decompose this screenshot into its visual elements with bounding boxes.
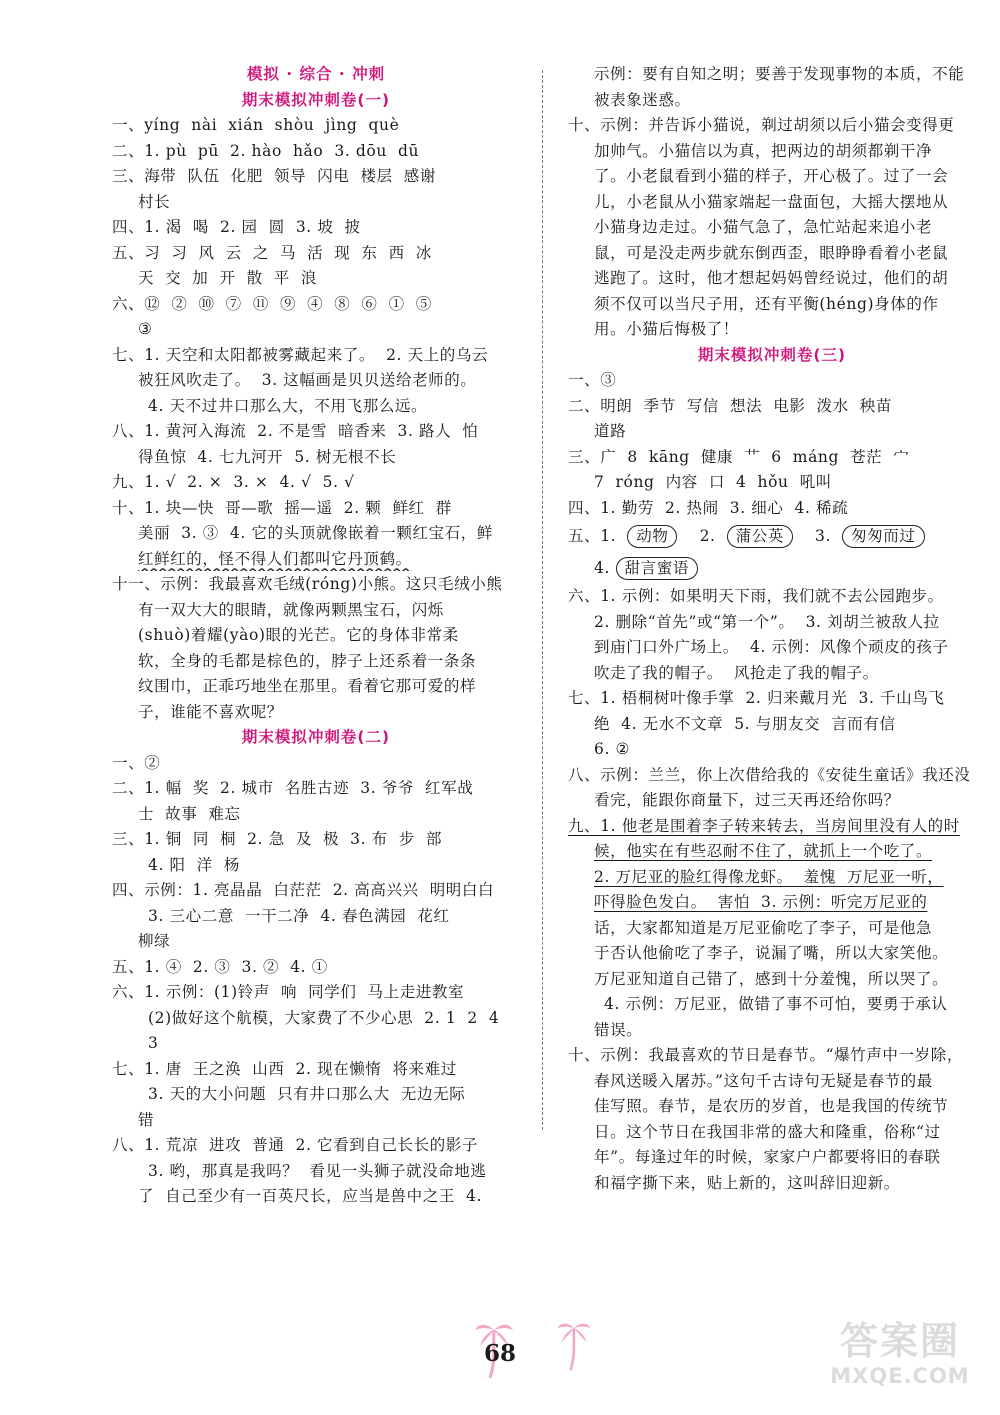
answer-line: 九、1. √ 2. × 3. × 4. √ 5. √ — [112, 473, 355, 491]
answer-line: 儿，小老鼠从小猫家端起一盘面包，大摇大摆地从 — [594, 192, 949, 211]
answer-line: 到庙门口外广场上。 4. 示例：风像个顽皮的孩子 — [594, 638, 949, 656]
answer-line: 六、1. 示例：如果明天下雨，我们就不去公园跑步。 — [568, 587, 944, 605]
q5-line: 4. 甜言蜜语 — [568, 553, 976, 583]
answer-line: (2)做好这个航模，大家费了不少心思 2. 1 2 4 — [148, 1008, 500, 1027]
answer-line: 春风送暖入屠苏。”这句千古诗句无疑是春节的最 — [594, 1071, 933, 1090]
answer-line: 十、示例：我最喜欢的节日是春节。“爆竹声中一岁除， — [568, 1046, 963, 1064]
exam2-title: 期末模拟冲刺卷(二) — [241, 728, 391, 746]
answer-line: 士 故事 难忘 — [138, 804, 241, 823]
answer-line: 了 自己至少有一百英尺长，应当是兽中之王 4. — [138, 1187, 482, 1205]
answer-line: 3. 哟，那真是我吗？ 看见一头狮子就没命地逃 — [148, 1161, 487, 1180]
answer-line: 纹围巾，正乖巧地坐在那里。看着它那可爱的样 — [138, 677, 477, 695]
answer-line: 用。小猫后悔极了！ — [594, 320, 739, 338]
palm-tree-icon — [556, 1316, 592, 1372]
watermark — [810, 1318, 990, 1408]
circled-answer: 甜言蜜语 — [616, 557, 698, 580]
answer-line: 六、1. 示例：(1)铃声 响 同学们 马上走进教室 — [112, 983, 465, 1001]
answer-text: 红鲜红的，怪不得人们都叫它丹顶鹤。 — [138, 549, 412, 568]
answer-line: ③ — [138, 320, 153, 338]
answer-line-underlined — [112, 521, 520, 545]
answer-line: 3 — [148, 1034, 159, 1052]
answer-line: 道路 — [594, 422, 627, 440]
answer-line: 年”。每逢过年的时候，家家户户都要将旧的春联 — [594, 1148, 941, 1166]
watermark-logo: 答案圈 — [839, 1319, 960, 1363]
circled-answer: 匆匆而过 — [842, 525, 924, 548]
answer-line: 一、yíng nài xián shòu jìng què — [112, 116, 400, 134]
answer-line: 绝 4. 无水不文章 5. 与朋友交 言而有信 — [594, 714, 896, 733]
answer-line: 八、1. 荒凉 进攻 普通 2. 它看到自己长长的影子 — [112, 1136, 478, 1154]
answer-line: 八、示例：兰兰，你上次借给我的《安徒生童话》我还没 — [568, 765, 971, 784]
answer-line: 七、1. 唐 王之涣 山西 2. 现在懒惰 将来难过 — [112, 1059, 457, 1078]
answer-line: 逃跑了。这时，他才想起妈妈曾经说过，他们的胡 — [594, 269, 949, 287]
answer-line: 有一双大大的眼睛，就像两颗黑宝石，闪烁 — [138, 600, 444, 619]
answer-text: 九、1. 他老是围着李子转来转去，当房间里没有人的时 — [568, 816, 960, 835]
answer-text: 候，他实在有些忍耐不住了，就抓上一个吃了。 — [594, 842, 933, 860]
answer-line-underlined — [112, 547, 520, 571]
answer-line: 被狂风吹走了。 3. 这幅画是贝贝送给老师的。 — [138, 371, 477, 389]
answer-line: 4. 天不过井口那么大，不用飞那么远。 — [148, 396, 428, 415]
answer-line: 一、③ — [568, 371, 617, 389]
answer-text: 吓得脸色发白。 害怕 3. 示例：听完万尼亚的 — [594, 893, 928, 911]
answer-line: 日。这个节日在我国非常的盛大和隆重，俗称“过 — [594, 1122, 941, 1141]
answer-line: 2. 删除“首先”或“第一个”。 3. 刘胡兰被敌人拉 — [594, 612, 940, 631]
answer-line: 四、1. 勤劳 2. 热闹 3. 细心 4. 稀疏 — [568, 498, 849, 517]
answer-line: 天 交 加 开 散 平 浪 — [138, 269, 318, 287]
answer-line: 被表象迷惑。 — [594, 90, 691, 109]
answer-line: 二、明朗 季节 写信 想法 电影 泼水 秧苗 — [568, 396, 892, 415]
answer-line: 佳写照。春节，是农历的岁首，也是我国的传统节 — [594, 1097, 949, 1115]
answer-line: 三、广 8 kāng 健康 艹 6 máng 苍茫 宀 — [568, 447, 910, 466]
answer-line: 6. ② — [594, 740, 631, 758]
answer-line: 软，全身的毛都是棕色的，脖子上还系着一条条 — [138, 651, 477, 670]
answer-line: 加帅气。小猫信以为真，把两边的胡须都剃干净 — [594, 141, 933, 160]
answer-line: 4. 示例：万尼亚，做错了事不可怕，要勇于承认 — [604, 995, 948, 1013]
answer-line: 小猫身边走过。小猫气急了，急忙站起来追小老 — [594, 218, 933, 236]
answer-line: 十、示例：并告诉小猫说，剃过胡须以后小猫会变得更 — [568, 116, 955, 134]
circled-answer: 蒲公英 — [727, 525, 793, 548]
answer-line-underlined — [568, 865, 976, 889]
answer-line: 十、1. 块—快 哥—歌 摇—遥 2. 颗 鲜红 群 — [112, 498, 452, 517]
answer-line-underlined — [568, 814, 976, 838]
answer-line: 四、1. 渴 喝 2. 园 圆 3. 坡 披 — [112, 218, 361, 236]
column-divider — [542, 70, 543, 1130]
answer-line: 话，大家都知道是万尼亚偷吃了李子，可是他急 — [594, 918, 933, 937]
answer-line: 4. 阳 洋 杨 — [148, 855, 240, 874]
exam3-title: 期末模拟冲刺卷(三) — [697, 345, 847, 364]
answer-line: 鼠，可是没走两步就东倒西歪，眼睁睁看着小老鼠 — [594, 243, 949, 262]
answer-line: 须不仅可以当尺子用，还有平衡(héng)身体的作 — [594, 294, 939, 313]
answer-line: 七、1. 梧桐树叶像手掌 2. 归来戴月光 3. 千山鸟飞 — [568, 689, 945, 707]
answer-line: 村长 — [138, 192, 171, 211]
answer-line: 二、1. pù pū 2. hào hǎo 3. dōu dū — [112, 141, 420, 160]
series-title: 模拟 · 综合 · 冲刺 — [246, 65, 386, 83]
answer-text: 2. 万尼亚的脸红得像龙虾。 羞愧 万尼亚一听， — [594, 867, 944, 886]
answer-line: 和福字撕下来，贴上新的，这叫辞旧迎新。 — [594, 1173, 900, 1192]
answer-line: 六、⑫ ② ⑩ ⑦ ⑪ ⑨ ④ ⑧ ⑥ ① ⑤ — [112, 294, 432, 313]
page-number: 68 — [483, 1340, 516, 1367]
answer-line: 错误。 — [594, 1020, 643, 1039]
answer-line: 万尼亚知道自己错了，感到十分羞愧，所以哭了。 — [594, 969, 949, 988]
answer-line: 三、海带 队伍 化肥 领导 闪电 楼层 感谢 — [112, 167, 436, 185]
answer-line: 五、1. ④ 2. ③ 3. ② 4. ① — [112, 957, 328, 976]
circled-answer: 动物 — [627, 525, 677, 548]
answer-line: 二、1. 幅 奖 2. 城市 名胜古迹 3. 爷爷 红军战 — [112, 779, 474, 797]
answer-line: 吹走了我的帽子。 风抢走了我的帽子。 — [594, 663, 879, 682]
answer-line: 一、② — [112, 753, 161, 772]
answer-line: 示例：要有自知之明；要善于发现事物的本质，不能 — [594, 65, 965, 83]
right-column — [568, 62, 976, 1196]
answer-line: 得鱼惊 4. 七九河开 5. 树无根不长 — [138, 447, 397, 466]
left-column — [112, 62, 520, 1210]
answer-line-underlined — [568, 839, 976, 863]
answer-line: 十一、示例：我最喜欢毛绒(róng)小熊。这只毛绒小熊 — [112, 575, 503, 593]
answer-line: 错 — [138, 1110, 155, 1129]
answer-line: 子，谁能不喜欢呢？ — [138, 702, 283, 721]
answer-line: (shuò)着耀(yào)眼的光芒。它的身体非常柔 — [138, 626, 459, 644]
q5-prefix: 五、1. — [568, 527, 617, 545]
answer-line: 柳绿 — [138, 932, 171, 950]
answer-line: 八、1. 黄河入海流 2. 不是雪 暗香来 3. 路人 怕 — [112, 422, 479, 440]
answer-line-underlined — [568, 890, 976, 914]
answer-line: 7 róng 内容 口 4 hǒu 吼叫 — [594, 473, 832, 491]
answer-line: 三、1. 铜 同 桐 2. 急 及 极 3. 布 步 部 — [112, 830, 443, 848]
answer-line: 于否认他偷吃了李子，说漏了嘴，所以大家笑他。 — [594, 944, 949, 962]
answer-line: 四、示例：1. 亮晶晶 白茫茫 2. 高高兴兴 明明白白 — [112, 881, 495, 899]
answer-line: 3. 天的大小问题 只有井口那么大 无边无际 — [148, 1085, 466, 1103]
watermark-url: MXQE.COM — [830, 1364, 970, 1388]
answer-line: 七、1. 天空和太阳都被雾藏起来了。 2. 天上的乌云 — [112, 345, 489, 364]
exam1-title: 期末模拟冲刺卷(一) — [241, 90, 391, 109]
answer-text: 美丽 3. ③ 4. 它的头顶就像嵌着一颗红宝石，鲜 — [138, 524, 493, 542]
q5-line: 五、1. 动物 2. 蒲公英 3. 匆匆而过 — [568, 521, 976, 551]
answer-line: 看完，能跟你商量下，过三天再还给你吗？ — [594, 791, 900, 809]
answer-line: 了。小老鼠看到小猫的样子，开心极了。过了一会 — [594, 167, 949, 185]
answer-line: 3. 三心二意 一干二净 4. 春色满园 花红 — [148, 906, 450, 925]
answer-line: 五、习 习 风 云 之 马 活 现 东 西 冰 — [112, 243, 432, 262]
